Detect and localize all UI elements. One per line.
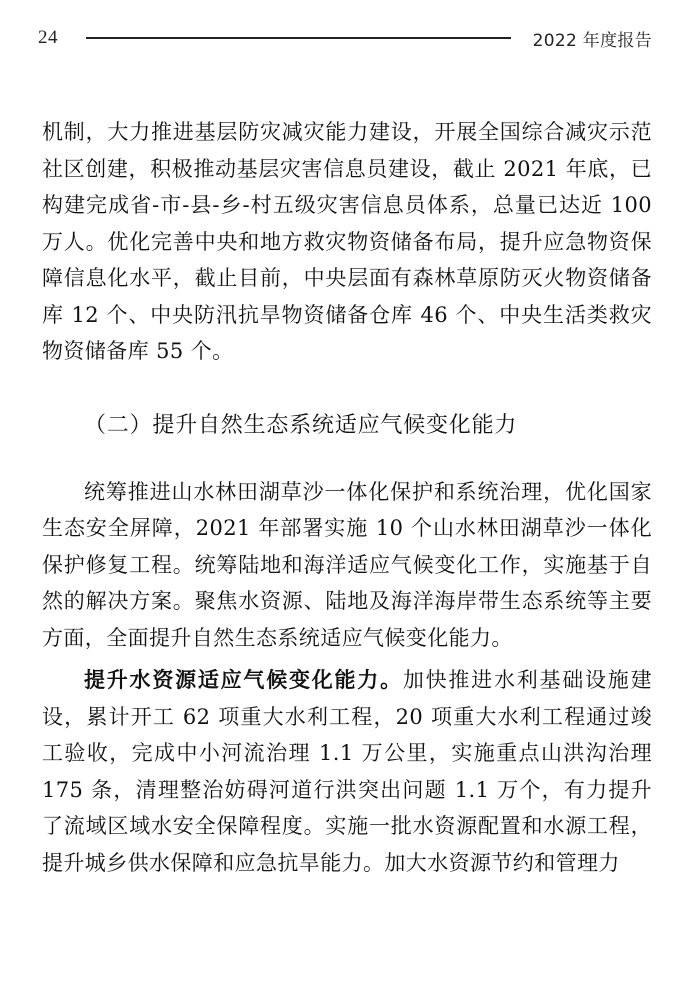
body-paragraph-1: 机制，大力推进基层防灾减灾能力建设，开展全国综合减灾示范社区创建，积极推动基层灾害信息员建设，截止 2021 年底，已构建完成省-市-县-乡-村五级灾害信息员体系，总量已达近 100 万人。优化完善中央和地方救灾物资储备布局，提升应急物资保障信息化水平，截止目前，中央层面有森林草原防灭火物资储备库 12 个、中央防汛抗旱物资储备仓库 46 个、中央生活类救灾物资储备库 55 个。: [42, 120, 652, 363]
report-title: 2022 年度报告: [532, 30, 652, 51]
section-heading: （二）提升自然生态系统适应气候变化能力: [84, 412, 518, 438]
body-paragraph-2: 统筹推进山水林田湖草沙一体化保护和系统治理，优化国家生态安全屏障，2021 年部署实施 10 个山水林田湖草沙一体化保护修复工程。统筹陆地和海洋适应气候变化工作，实施基于自然的解决方案。聚焦水资源、陆地及海洋海岸带生态系统等主要方面，全面提升自然生态系统适应气候变化能力。: [42, 479, 652, 650]
paragraph-body-text: 加快推进水利基础设施建设，累计开工 62 项重大水利工程，20 项重大水利工程通过竣工验收，完成中小河流治理 1.1 万公里，实施重点山洪沟治理 175 条，清理整治妨碍河道行洪突出问题 1.1 万个，有力提升了流域区域水安全保障程度。实施一批水资源配置和水源工程，提升城乡供水保障和应急抗旱能力。加大水资源节约和管理力: [42, 668, 652, 875]
body-paragraph-3: [42, 662, 652, 881]
header-rule: [86, 37, 511, 39]
paragraph-lead-text: 提升水资源适应气候变化能力。: [84, 668, 403, 692]
page-header: [38, 26, 652, 50]
page-number: 24: [38, 27, 58, 48]
document-body: [42, 114, 652, 881]
